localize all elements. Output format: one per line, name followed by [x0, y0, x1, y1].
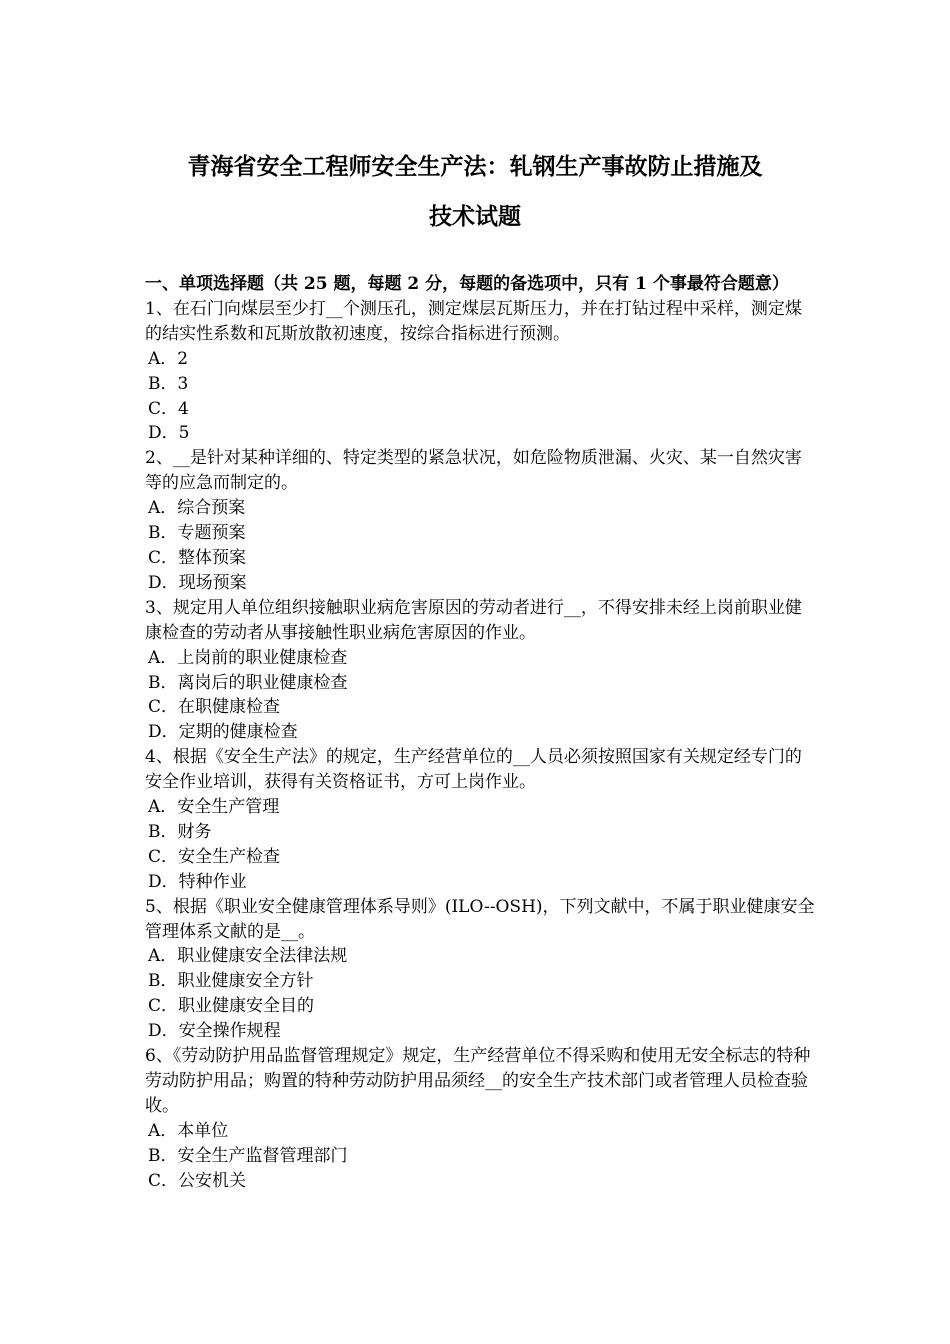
question-2	[145, 446, 815, 595]
option-list	[145, 944, 815, 1044]
option-c: C．在职健康检查	[148, 697, 281, 718]
option-list	[145, 347, 815, 447]
section-heading: 一、单项选择题（共 25 题，每题 2 分，每题的备选项中，只有 1 个事最符合题意）	[145, 274, 789, 294]
option-list	[145, 1119, 815, 1194]
option-d: D．5	[148, 423, 190, 444]
option-b: B．离岗后的职业健康检查	[148, 672, 348, 693]
option-c: C．4	[148, 398, 189, 419]
option-a: A．综合预案	[148, 498, 246, 519]
option-a: A．职业健康安全法律法规	[148, 946, 348, 967]
question-5	[145, 895, 815, 1044]
option-c: C．安全生产检查	[148, 846, 281, 867]
option-d: D．安全操作规程	[148, 1021, 281, 1042]
question-text: 6、《劳动防护用品监督管理规定》规定，生产经营单位不得采购和使用无安全标志的特种劳动防护用品；购置的特种劳动防护用品须经__的安全生产技术部门或者管理人员检查验收。	[145, 1046, 811, 1116]
option-a: A．2	[148, 348, 189, 369]
question-1	[145, 297, 815, 446]
option-a: A．安全生产管理	[148, 797, 280, 818]
question-text: 4、根据《安全生产法》的规定，生产经营单位的__人员必须按照国家有关规定经专门的安全作业培训，获得有关资格证书，方可上岗作业。	[145, 747, 802, 793]
option-list	[145, 646, 815, 746]
option-a: A．上岗前的职业健康检查	[148, 647, 348, 668]
question-text: 3、规定用人单位组织接触职业病危害原因的劳动者进行__，不得安排未经上岗前职业健康检查的劳动者从事接触性职业病危害原因的作业。	[145, 597, 802, 643]
option-d: D．现场预案	[148, 572, 247, 593]
option-b: B．3	[148, 373, 189, 394]
option-list	[145, 795, 815, 895]
question-3	[145, 596, 815, 745]
document-title-line-1: 青海省安全工程师安全生产法：轧钢生产事故防止措施及	[187, 153, 763, 180]
option-b: B．职业健康安全方针	[148, 971, 314, 992]
option-c: C．整体预案	[148, 547, 247, 568]
option-d: D．定期的健康检查	[148, 722, 298, 743]
option-c: C．职业健康安全目的	[148, 996, 315, 1017]
question-6	[145, 1044, 815, 1193]
option-b: B．专题预案	[148, 523, 246, 544]
question-4	[145, 745, 815, 894]
document-title-line-2: 技术试题	[429, 203, 521, 230]
document-content	[145, 272, 815, 1194]
question-text: 1、在石门向煤层至少打__个测压孔，测定煤层瓦斯压力，并在打钻过程中采样，测定煤的结实性系数和瓦斯放散初速度，按综合指标进行预测。	[145, 298, 802, 344]
option-b: B．安全生产监督管理部门	[148, 1145, 348, 1166]
option-list	[145, 496, 815, 596]
question-text: 5、根据《职业安全健康管理体系导则》(ILO--OSH)，下列文献中，不属于职业健康安全管理体系文献的是__。	[145, 896, 815, 942]
option-c: C．公安机关	[148, 1170, 247, 1191]
option-a: A．本单位	[148, 1120, 229, 1141]
question-text: 2、__是针对某种详细的、特定类型的紧急状况，如危险物质泄漏、火灾、某一自然灾害等的应急而制定的。	[145, 448, 802, 494]
option-d: D．特种作业	[148, 871, 247, 892]
option-b: B．财务	[148, 821, 212, 842]
